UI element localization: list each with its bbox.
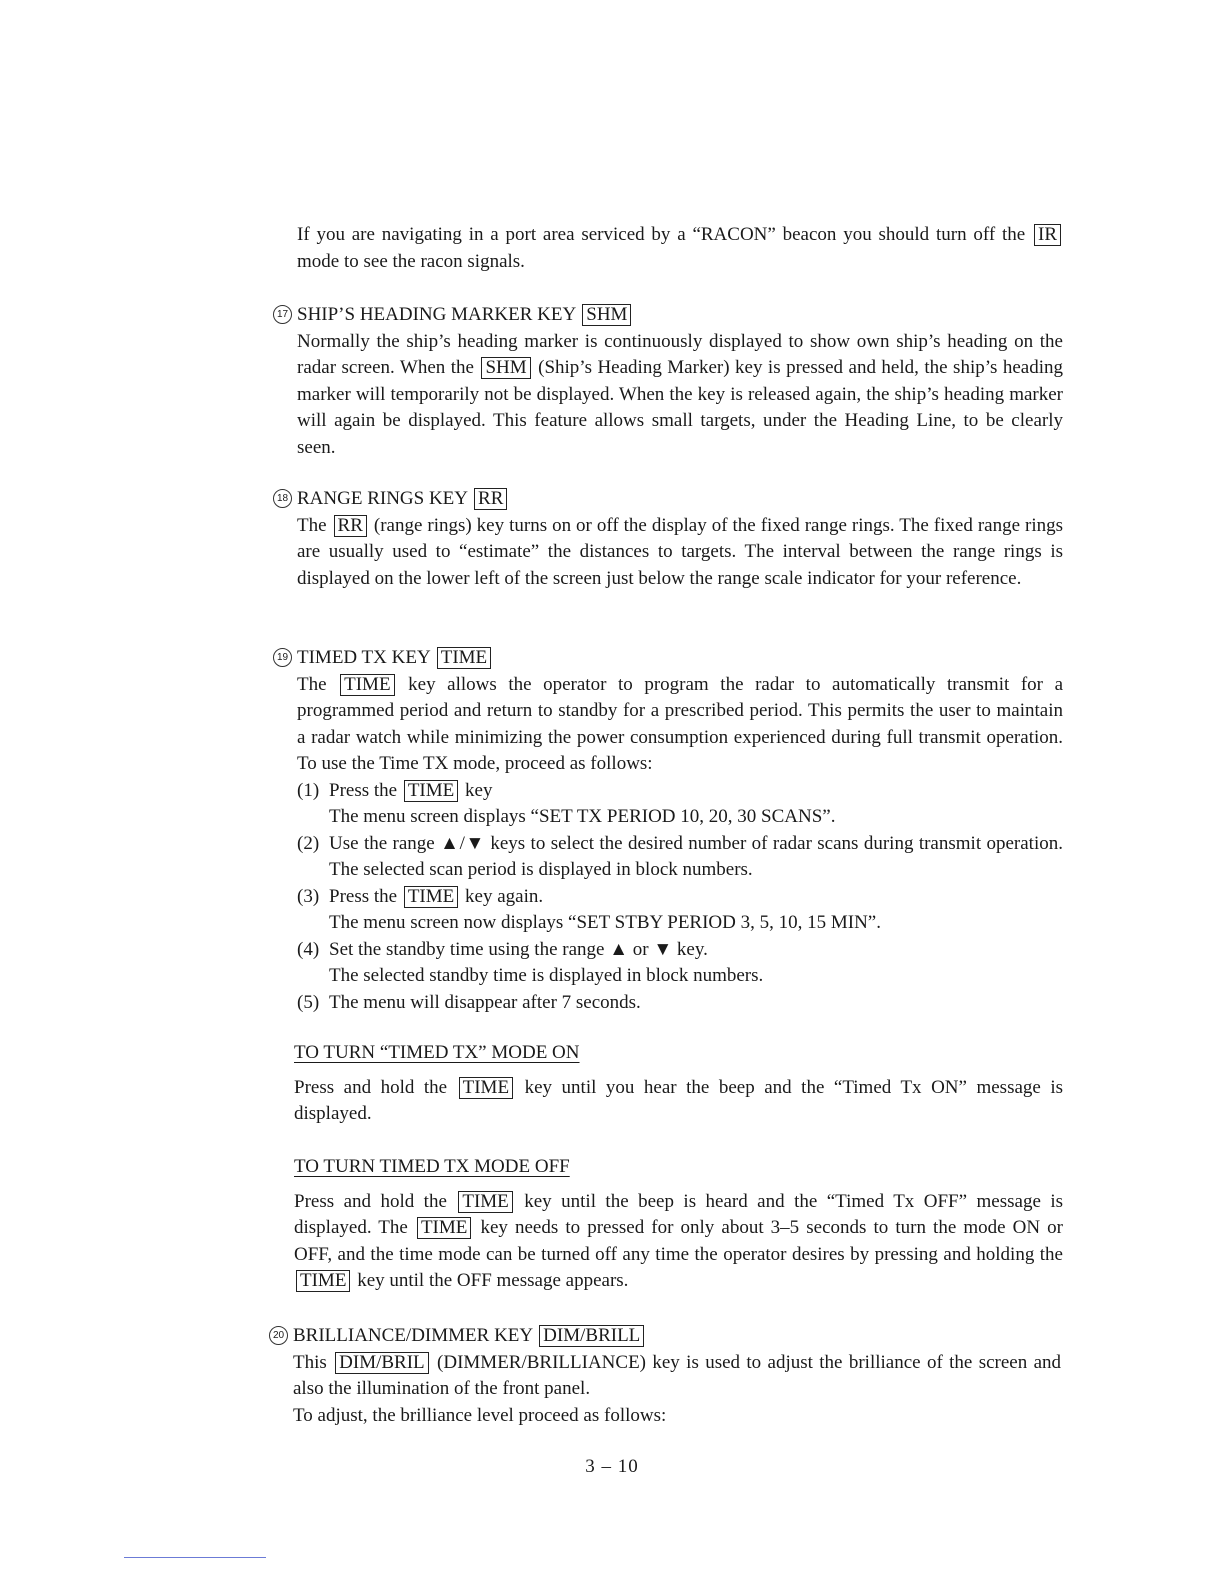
section-18-body: The RR (range rings) key turns on or off the display of the fixed range rings. The fixed range rings are usually used to “estimate” the distances to targets. The interval between the range rings is displayed on the lower left of the screen just below the range scale indicator for your reference. [297, 514, 1064, 589]
timed-tx-off-block [294, 1154, 1063, 1295]
section-20-adjust-text: To adjust, the brilliance level proceed as follows: [293, 1404, 667, 1426]
rr-key-label: RR [474, 488, 507, 510]
section-17-body: Normally the ship’s heading marker is continuously displayed to show own ship’s heading on the radar screen. When the SHM (Ship’s Heading Marker) key is pressed and held, the ship’s heading marker will temporarily not be displayed. When the key is released again, the ship’s heading marker will again be displayed. This feature allows small targets, under the Heading Line, to be clearly seen. [297, 330, 1064, 458]
time-key-on: TIME [459, 1077, 513, 1099]
time-key-off-1: TIME [458, 1191, 512, 1213]
timed-tx-on-text: Press and hold the TIME key until you hear the beep and the “Timed Tx ON” message is displayed. [294, 1076, 1064, 1124]
section-20-body: This DIM/BRIL (DIMMER/BRILLIANCE) key is used to adjust the brilliance of the screen and also the illumination of the front panel. [293, 1351, 1062, 1399]
section-20 [272, 1323, 1062, 1429]
time-key-inline: TIME [340, 674, 394, 696]
section-19 [276, 645, 1064, 1016]
shm-key-label: SHM [582, 304, 631, 326]
time-key-off-3: TIME [296, 1270, 350, 1292]
time-key-step-1: TIME [404, 780, 458, 802]
section-18-heading: RANGE RINGS KEY RR [297, 486, 1063, 513]
section-number-18: 18 [273, 489, 292, 508]
list-item: (3) Press the TIME key again. The menu screen now displays “SET STBY PERIOD 3, 5, 10, 15 MIN”. [297, 885, 881, 933]
timed-tx-on-block [294, 1040, 1063, 1128]
time-steps-list [297, 778, 1063, 1017]
list-item: (4) Set the standby time using the range ▲ or ▼ key. The selected standby time is displayed in block numbers. [297, 938, 764, 986]
intro-paragraph [297, 222, 1063, 275]
footer-divider [124, 1557, 266, 1558]
time-key-label: TIME [437, 647, 491, 669]
list-item: (5) The menu will disappear after 7 seconds. [297, 991, 641, 1013]
list-item: (2) Use the range ▲/▼ keys to select the desired number of radar scans during transmit operation. The selected scan period is displayed in block numbers. [297, 832, 1063, 880]
intro-text: If you are navigating in a port area serviced by a “RACON” beacon you should turn off the IR mode to see the racon signals. [297, 222, 1063, 275]
time-key-step-3: TIME [404, 886, 458, 908]
section-17 [276, 302, 1064, 461]
section-19-heading: TIMED TX KEY TIME [297, 645, 1063, 672]
timed-tx-off-heading: TO TURN TIMED TX MODE OFF [294, 1156, 570, 1177]
section-20-heading: BRILLIANCE/DIMMER KEY DIM/BRILL [293, 1323, 1061, 1350]
dim-brill-key-label: DIM/BRILL [539, 1325, 644, 1347]
section-18 [276, 486, 1064, 592]
section-number-19: 19 [273, 648, 292, 667]
timed-tx-on-heading: TO TURN “TIMED TX” MODE ON [294, 1042, 580, 1063]
shm-key-inline: SHM [481, 357, 530, 379]
dim-bril-key-inline: DIM/BRIL [335, 1352, 429, 1374]
ir-key-label: IR [1034, 224, 1061, 246]
section-number-20: 20 [269, 1326, 288, 1345]
timed-tx-off-text: Press and hold the TIME key until the beep is heard and the “Timed Tx OFF” message is displayed. The TIME key needs to pressed for only about 3–5 seconds to turn the mode ON or OFF, and the time mode can be turned off any time the operator desires by pressing and holding the TIME key until the OFF message appears. [294, 1190, 1064, 1291]
section-17-heading: SHIP’S HEADING MARKER KEY SHM [297, 302, 1063, 329]
time-key-off-2: TIME [417, 1217, 471, 1239]
section-number-17: 17 [273, 305, 292, 324]
section-19-body: The TIME key allows the operator to program the radar to automatically transmit for a programmed period and return to standby for a prescribed period. This permits the user to maintain a radar watch while minimizing the power consumption experienced during full transmit operation. To use the Time TX mode, proceed as follows: [297, 673, 1064, 774]
list-item: (1) Press the TIME key The menu screen displays “SET TX PERIOD 10, 20, 30 SCANS”. [297, 779, 836, 827]
rr-key-inline: RR [334, 515, 367, 537]
page-number: 3 – 10 [585, 1456, 639, 1477]
